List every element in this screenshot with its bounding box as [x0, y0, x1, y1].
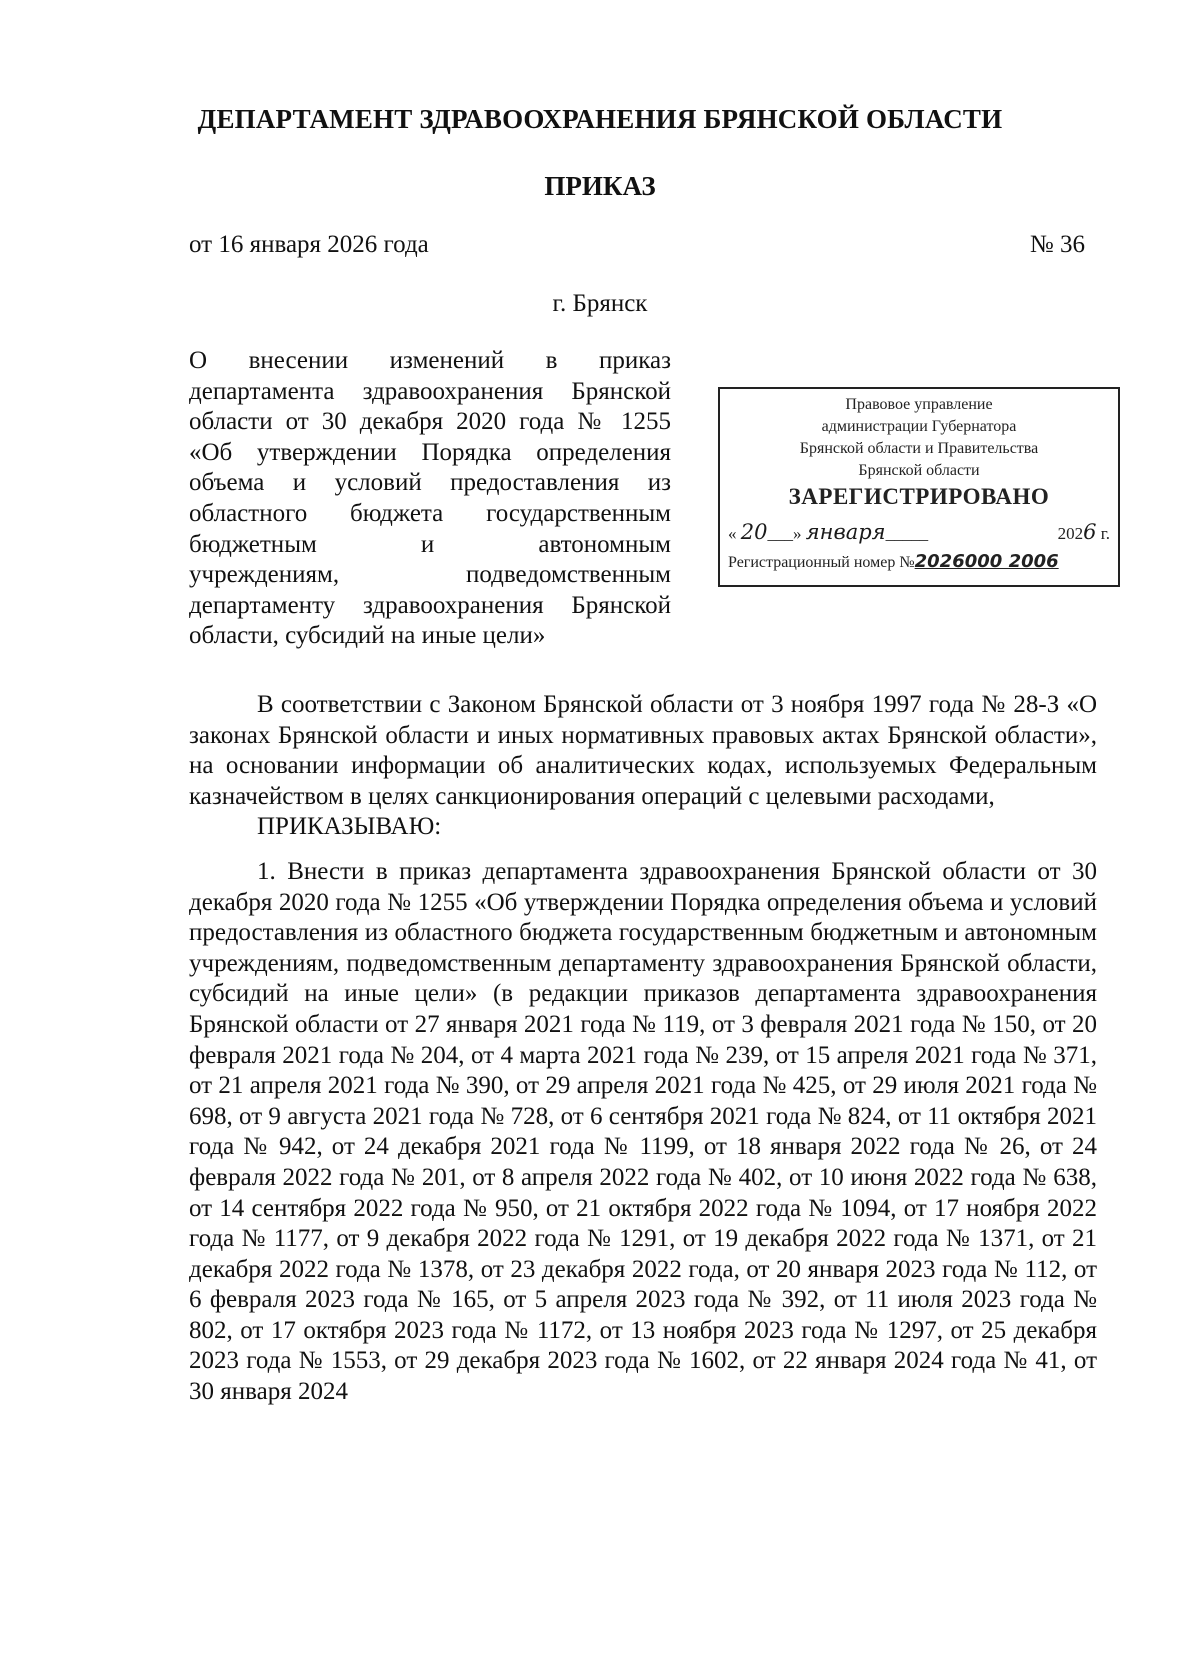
stamp-year-unit: г. — [1100, 524, 1110, 543]
subject-line: бюджетным и автономным — [189, 530, 671, 558]
subject-line: департаменту здравоохранения Брянской — [189, 591, 671, 619]
stamp-line: Правовое управление — [845, 396, 993, 413]
order-word: ПРИКАЗЫВАЮ: — [257, 813, 442, 841]
registration-stamp — [718, 387, 1120, 587]
stamp-reg-label: Регистрационный номер № — [728, 554, 915, 571]
subject-line: области от 30 декабря 2020 года № 1255 — [189, 408, 671, 436]
stamp-line: Брянской области и Правительства — [799, 440, 1039, 457]
preamble: В соответствии с Законом Брянской области от 3 ноября 1997 года № 28-З «О законах Брянской области и иных нормативных правовых актах Брянской области», на основании информации об аналитических кодах, используемых Федеральным казначейством в целях санкционирования операций с целевыми расходами, — [189, 691, 1097, 810]
stamp-reg-number: 2026000 2006 — [914, 551, 1059, 572]
order-number: № 36 — [1029, 231, 1085, 258]
stamp-year-prefix: 202 — [1057, 524, 1084, 543]
subject-line: «Об утверждении Порядка определения — [189, 438, 671, 466]
subject-line: областного бюджета государственным — [189, 499, 671, 527]
stamp-year — [1058, 520, 1110, 544]
item-1: 1. Внести в приказ департамента здравоохранения Брянской области от 30 декабря 2020 года № 1255 «Об утверждении Порядка определения объема и условий предоставления из областного бюджета государственным бюджетным и автономным учреждениям, подведомственным департаменту здравоохранения Брянской области, субсидий на иные цели» (в редакции приказов департамента здравоохранения Брянской области от 27 января 2021 года № 119, от 3 февраля 2021 года № 150, от 20 февраля 2021 года № 204, от 4 марта 2021 года № 239, от 15 апреля 2021 года № 371, от 21 апреля 2021 года № 390, от 29 апреля 2021 года № 425, от 29 июля 2021 года № 698, от 9 августа 2021 года № 728, от 6 сентября 2021 года № 824, от 11 октября 2021 года № 942, от 24 декабря 2021 года № 1199, от 18 января 2022 года № 26, от 24 февраля 2022 года № 201, от 8 апреля 2022 года № 402, от 10 июня 2022 года № 638, от 14 сентября 2022 года № 950, от 21 октября 2022 года № 1094, от 17 ноября 2022 года № 1177, от 9 декабря 2022 года № 1291, от 19 декабря 2022 года № 1371, от 21 декабря 2022 года № 1378, от 23 декабря 2022 года, от 20 января 2023 года № 112, от 6 февраля 2023 года № 165, от 5 апреля 2023 года № 392, от 11 июля 2023 года № 802, от 17 октября 2023 года № 1172, от 13 ноября 2023 года № 1297, от 25 декабря 2023 года № 1553, от 29 декабря 2023 года № 1602, от 22 января 2024 года № 41, от 30 января 2024 — [189, 857, 1097, 1406]
order-date: от 16 января 2026 года — [189, 231, 429, 258]
document-type: ПРИКАЗ — [544, 171, 656, 201]
subject-line: О внесении изменений в приказ — [189, 347, 671, 374]
stamp-day: 20 — [740, 520, 768, 544]
stamp-registered: ЗАРЕГИСТРИРОВАНО — [788, 484, 1050, 509]
stamp-year-suffix: 6 — [1083, 520, 1097, 544]
city: г. Брянск — [552, 290, 648, 317]
subject-line: департамента здравоохранения Брянской — [189, 377, 671, 405]
department-title: ДЕПАРТАМЕНТ ЗДРАВООХРАНЕНИЯ БРЯНСКОЙ ОБЛАСТИ — [197, 104, 1003, 134]
stamp-line: администрации Губернатора — [821, 418, 1017, 435]
stamp-month: января — [805, 520, 886, 544]
order-body — [189, 690, 1097, 1408]
stamp-line: Брянской области — [858, 462, 980, 479]
stamp-reg — [728, 551, 1059, 572]
order-subject — [189, 346, 671, 652]
subject-line: области, субсидий на иные цели» — [189, 622, 546, 650]
subject-line: объема и условий предоставления из — [189, 469, 671, 497]
subject-line: учреждениям, подведомственным — [189, 561, 671, 589]
stamp-date: « 20___» января_____ — [728, 520, 929, 544]
